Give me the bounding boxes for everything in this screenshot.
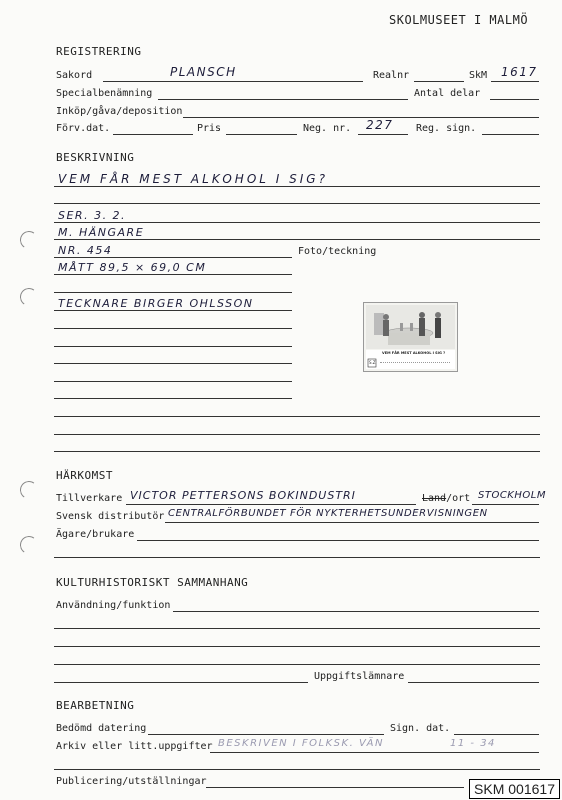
beskrivning-line[interactable] bbox=[54, 434, 540, 435]
skm-label: SkM bbox=[469, 70, 488, 81]
uppgift-field[interactable] bbox=[408, 682, 539, 683]
poster-caption: VEM FÅR MEST ALKOHOL I SIG ? bbox=[382, 351, 446, 355]
publicering-label: Publicering/utställningar bbox=[56, 776, 207, 787]
neg-value: 227 bbox=[366, 118, 394, 132]
section-bearbetning: BEARBETNING bbox=[56, 699, 135, 712]
beskrivning-ser: SER. 3. 2. bbox=[58, 209, 127, 222]
tillverkare-field[interactable] bbox=[126, 504, 416, 505]
pris-label: Pris bbox=[197, 123, 222, 134]
land-field[interactable] bbox=[472, 504, 539, 505]
beskrivning-line[interactable] bbox=[54, 381, 292, 382]
kultur-line[interactable] bbox=[54, 664, 540, 665]
agare-field[interactable] bbox=[137, 540, 539, 541]
beskrivning-line[interactable] bbox=[54, 363, 292, 364]
antal-field[interactable] bbox=[490, 99, 539, 100]
arkiv-label: Arkiv eller litt.uppgifter bbox=[56, 741, 213, 752]
punch-hole bbox=[19, 480, 40, 501]
realnr-field[interactable] bbox=[414, 81, 464, 82]
beskrivning-line[interactable] bbox=[54, 346, 292, 347]
special-label: Specialbenämning bbox=[56, 88, 153, 99]
skm-value: 1617 bbox=[501, 65, 538, 79]
punch-hole bbox=[19, 287, 40, 308]
harkomst-line[interactable] bbox=[54, 557, 540, 558]
datering-field[interactable] bbox=[148, 734, 384, 735]
realnr-label: Realnr bbox=[373, 70, 410, 81]
beskrivning-m: M. HÄNGARE bbox=[58, 226, 145, 239]
anvandning-field[interactable] bbox=[173, 611, 539, 612]
sakord-label: Sakord bbox=[56, 70, 93, 81]
beskrivning-matt: MÅTT 89,5 × 69,0 CM bbox=[58, 261, 207, 274]
beskrivning-line[interactable] bbox=[54, 328, 292, 329]
tillverkare-value: VICTOR PETTERSONS BOKINDUSTRI bbox=[130, 489, 356, 502]
publicering-field[interactable] bbox=[206, 787, 464, 788]
section-beskrivning: BESKRIVNING bbox=[56, 151, 135, 164]
kultur-line[interactable] bbox=[54, 646, 540, 647]
section-registrering: REGISTRERING bbox=[56, 45, 142, 58]
sakord-field[interactable] bbox=[103, 81, 363, 82]
ort-part: /ort bbox=[446, 493, 471, 504]
arkiv-field[interactable] bbox=[210, 752, 539, 753]
poster-thumbnail[interactable] bbox=[363, 302, 458, 372]
museum-title: SKOLMUSEET I MALMÖ bbox=[389, 13, 529, 27]
section-kultur: KULTURHISTORISKT SAMMANHANG bbox=[56, 576, 249, 589]
neg-field[interactable] bbox=[358, 134, 408, 135]
beskrivning-line[interactable] bbox=[54, 222, 540, 223]
poster-fine-print bbox=[380, 362, 450, 363]
reg-field[interactable] bbox=[482, 134, 539, 135]
beskrivning-tecknare: TECKNARE BIRGER OHLSSON bbox=[58, 297, 254, 310]
forv-label: Förv.dat. bbox=[56, 123, 111, 134]
distributor-value: CENTRALFÖRBUNDET FÖR NYKTERHETSUNDERVISNINGEN bbox=[168, 508, 488, 519]
kultur-line[interactable] bbox=[54, 628, 540, 629]
beskrivning-line[interactable] bbox=[54, 274, 292, 275]
arkiv-year: 11 - 34 bbox=[450, 738, 496, 749]
catalog-id-label: SKM 001617 bbox=[469, 779, 560, 799]
punch-hole bbox=[19, 535, 40, 556]
distributor-field[interactable] bbox=[165, 522, 539, 523]
beskrivning-line[interactable] bbox=[54, 239, 540, 240]
sign-field[interactable] bbox=[454, 734, 539, 735]
uppgift-label: Uppgiftslämnare bbox=[314, 671, 405, 682]
neg-label: Neg. nr. bbox=[303, 123, 352, 134]
bearbetning-line[interactable] bbox=[54, 769, 540, 770]
inkop-label: Inköp/gåva/deposition bbox=[56, 106, 183, 117]
beskrivning-line[interactable] bbox=[54, 451, 540, 452]
skm-field[interactable] bbox=[491, 81, 539, 82]
tillverkare-label: Tillverkare bbox=[56, 493, 123, 504]
beskrivning-line[interactable] bbox=[54, 186, 540, 187]
agare-label: Ägare/brukare bbox=[56, 529, 135, 540]
forv-field[interactable] bbox=[113, 134, 193, 135]
special-field[interactable] bbox=[158, 99, 408, 100]
arkiv-value: BESKRIVEN I FOLKSK. VÄN bbox=[218, 738, 384, 749]
beskrivning-line[interactable] bbox=[54, 292, 292, 293]
beskrivning-line[interactable] bbox=[54, 257, 292, 258]
kultur-line[interactable] bbox=[54, 682, 308, 683]
anvandning-label: Användning/funktion bbox=[56, 600, 171, 611]
poster-illustration bbox=[364, 303, 457, 371]
land-label bbox=[422, 493, 470, 505]
antal-label: Antal delar bbox=[414, 88, 481, 99]
beskrivning-line[interactable] bbox=[54, 203, 540, 204]
beskrivning-line[interactable] bbox=[54, 398, 292, 399]
poster-ref: S.Z bbox=[369, 360, 376, 365]
inkop-field[interactable] bbox=[183, 117, 539, 118]
beskrivning-line1: VEM FÅR MEST ALKOHOL I SIG? bbox=[58, 172, 328, 186]
datering-label: Bedömd datering bbox=[56, 723, 147, 734]
distributor-label: Svensk distributör bbox=[56, 511, 165, 522]
foto-label: Foto/teckning bbox=[298, 246, 377, 257]
beskrivning-line[interactable] bbox=[54, 416, 540, 417]
beskrivning-nr: NR. 454 bbox=[58, 244, 113, 257]
reg-label: Reg. sign. bbox=[416, 123, 477, 134]
land-struck: Land bbox=[422, 493, 447, 504]
pris-field[interactable] bbox=[226, 134, 297, 135]
beskrivning-line[interactable] bbox=[54, 310, 292, 311]
punch-hole bbox=[19, 230, 40, 251]
sign-label: Sign. dat. bbox=[390, 723, 451, 734]
sakord-value: PLANSCH bbox=[170, 65, 237, 79]
land-value: STOCKHOLM bbox=[478, 490, 546, 501]
section-harkomst: HÄRKOMST bbox=[56, 469, 113, 482]
